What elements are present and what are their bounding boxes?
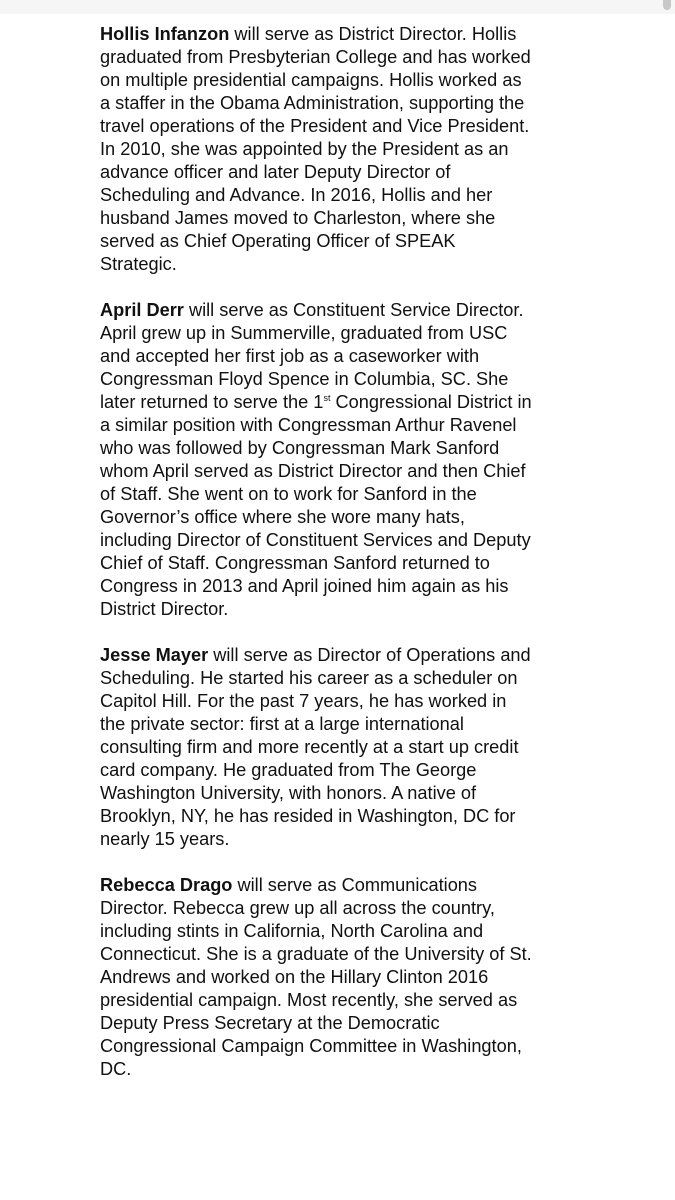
- bio-text-line: Chief of Staff. Congressman Sanford returned to: [100, 553, 490, 573]
- bio-text-line: presidential campaign. Most recently, she served as: [100, 990, 518, 1010]
- bio-text-line: Governor’s office where she wore many hats,: [100, 507, 465, 527]
- top-toolbar-edge: [0, 0, 675, 14]
- document-body: [100, 23, 580, 1104]
- bio-text-line: nearly 15 years.: [100, 829, 230, 849]
- bio-text-line: Deputy Press Secretary at the Democratic: [100, 1013, 440, 1033]
- bio-text-line: Andrews and worked on the Hillary Clinton 2016: [100, 967, 489, 987]
- bio-text-line: Congressional Campaign Committee in Washington,: [100, 1036, 522, 1056]
- bio-text-line: District Director.: [100, 599, 229, 619]
- bio-april-derr: [100, 299, 580, 621]
- bio-name: Rebecca Drago: [100, 875, 233, 895]
- bio-text-line: card company. He graduated from The George: [100, 760, 477, 780]
- bio-text-line: Washington University, with honors. A native of: [100, 783, 477, 803]
- bio-text-line: In 2010, she was appointed by the President as an: [100, 139, 509, 159]
- ordinal-superscript: st: [323, 393, 331, 403]
- bio-text-line: whom April served as District Director and then Chief: [100, 461, 526, 481]
- bio-text-line: including stints in California, North Carolina and: [100, 921, 484, 941]
- bio-text-line: consulting firm and more recently at a start up credit: [100, 737, 519, 757]
- bio-text-line: on multiple presidential campaigns. Hollis worked as: [100, 70, 522, 90]
- bio-text-line: Strategic.: [100, 254, 177, 274]
- bio-text-line: April grew up in Summerville, graduated from USC: [100, 323, 508, 343]
- bio-text-line: Director. Rebecca grew up all across the country,: [100, 898, 495, 918]
- bio-text-line: served as Chief Operating Officer of SPEAK: [100, 231, 456, 251]
- bio-text-line: of Staff. She went on to work for Sanford in the: [100, 484, 477, 504]
- bio-text-line: a staffer in the Obama Administration, supporting the: [100, 93, 525, 113]
- bio-text-line: advance officer and later Deputy Director of: [100, 162, 451, 182]
- bio-text-line: a similar position with Congressman Arthur Ravenel: [100, 415, 517, 435]
- bio-text-line: husband James moved to Charleston, where she: [100, 208, 496, 228]
- bio-text-line: Congressional District in: [330, 392, 532, 412]
- bio-name: Hollis Infanzon: [100, 24, 230, 44]
- bio-text-line: will serve as Communications: [232, 875, 478, 895]
- bio-text-line: Scheduling and Advance. In 2016, Hollis and her: [100, 185, 493, 205]
- bio-text-line: Connecticut. She is a graduate of the University of St.: [100, 944, 532, 964]
- bio-text-line: Brooklyn, NY, he has resided in Washington, DC for: [100, 806, 516, 826]
- bio-text-line: Congress in 2013 and April joined him again as his: [100, 576, 509, 596]
- bio-text-line: including Director of Constituent Services and Deputy: [100, 530, 531, 550]
- bio-jesse-mayer: [100, 644, 580, 851]
- bio-text-line: travel operations of the President and Vice President.: [100, 116, 530, 136]
- bio-name: April Derr: [100, 300, 184, 320]
- bio-text-line: later returned to serve the 1: [100, 392, 324, 412]
- bio-text-line: Capitol Hill. For the past 7 years, he has worked in: [100, 691, 507, 711]
- bio-text-line: Scheduling. He started his career as a scheduler on: [100, 668, 518, 688]
- bio-text-line: graduated from Presbyterian College and has worked: [100, 47, 531, 67]
- scrollbar-thumb[interactable]: [663, 0, 671, 10]
- bio-rebecca-drago: [100, 874, 580, 1081]
- bio-name: Jesse Mayer: [100, 645, 209, 665]
- bio-text-line: and accepted her first job as a caseworker with: [100, 346, 480, 366]
- bio-hollis-infanzon: [100, 23, 580, 276]
- bio-text-line: the private sector: first at a large international: [100, 714, 464, 734]
- bio-text-line: Congressman Floyd Spence in Columbia, SC. She: [100, 369, 509, 389]
- bio-text-line: DC.: [100, 1059, 132, 1079]
- bio-text-line: will serve as Director of Operations and: [208, 645, 531, 665]
- bio-text-line: who was followed by Congressman Mark Sanford: [100, 438, 500, 458]
- bio-text-line: will serve as District Director. Hollis: [229, 24, 517, 44]
- bio-text-line: will serve as Constituent Service Director.: [183, 300, 524, 320]
